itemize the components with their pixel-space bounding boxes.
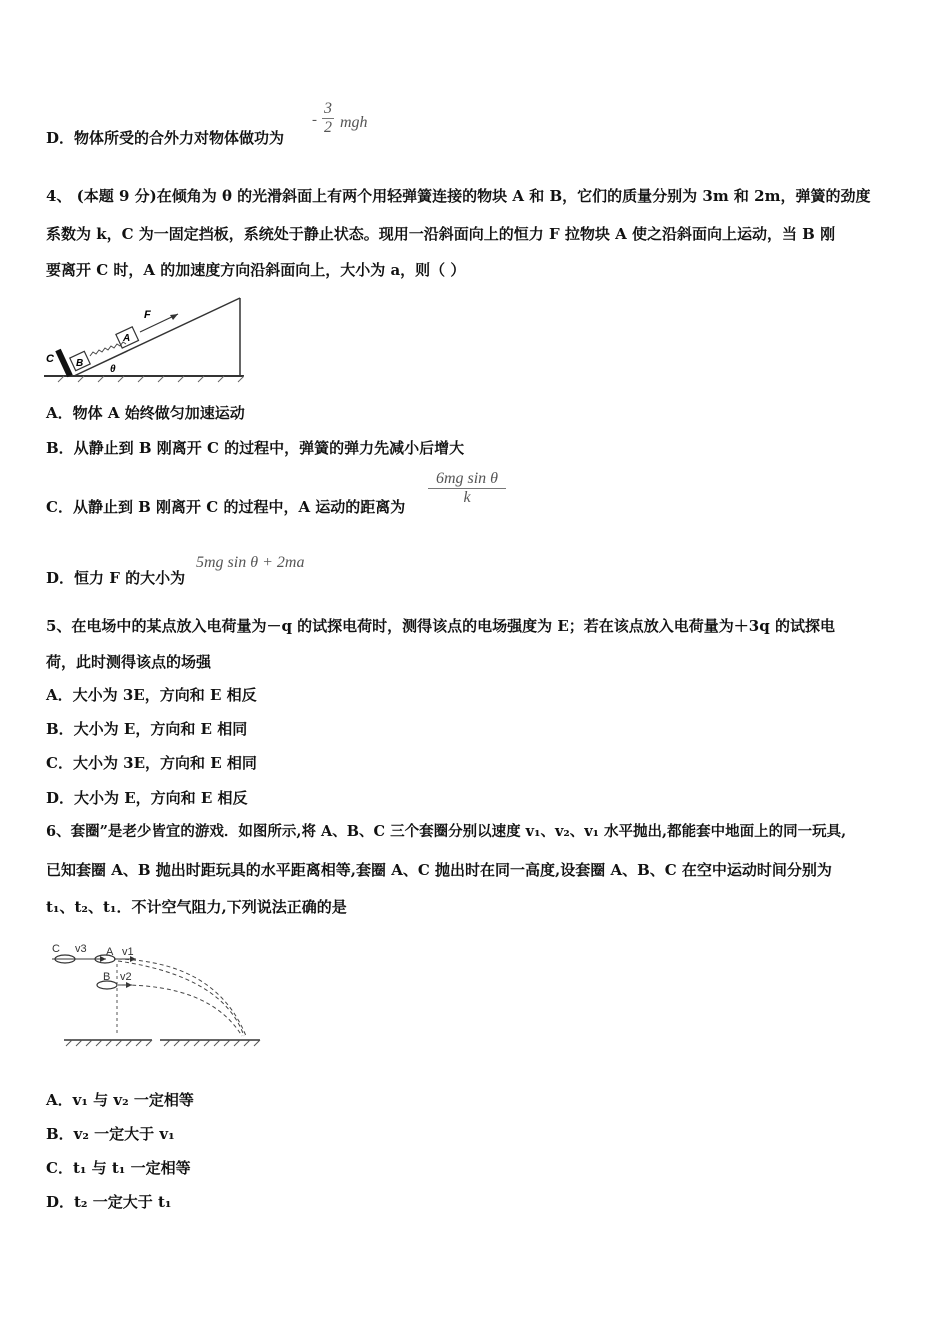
trajectory-b [118,985,242,1036]
q6-option-a: A．v₁ 与 v₂ 一定相等 [46,1091,194,1109]
ground-hatch [66,1040,260,1046]
q3-option-d [46,128,284,148]
q6-option-d: D．t₂ 一定大于 t₁ [46,1193,172,1211]
label-c: C [52,943,60,955]
q4-option-b: B．从静止到 B 刚离开 C 的过程中，弹簧的弹力先减小后增大 [46,439,465,457]
plate-c [58,350,70,376]
q4-option-c: C．从静止到 B 刚离开 C 的过程中，A 运动的距离为 [46,498,406,516]
q5-option-d: D．大小为 E，方向和 E 相反 [46,789,248,807]
label-a: A [123,333,131,344]
q4-stem-line-2: 系数为 k，C 为一固定挡板，系统处于静止状态。现用一沿斜面向上的恒力 F 拉物块 A 使之沿斜面向上运动，当 B 刚 [46,225,836,243]
label-a: A [106,946,114,958]
trajectory-c [118,961,244,1036]
label-theta: θ [110,364,116,375]
q6-option-b: B．v₂ 一定大于 v₁ [46,1125,175,1143]
label-v2: v2 [120,971,132,983]
label-c: C [46,353,54,365]
label-v3: v3 [75,943,87,955]
q4-stem-line-3: 要离开 C 时，A 的加速度方向沿斜面向上，大小为 a，则（ ） [46,261,466,279]
label-b: B [76,358,84,369]
incline-surface [74,298,240,376]
q5-stem-line-2: 荷，此时测得该点的场强 [46,653,212,671]
q6-option-c: C．t₁ 与 t₁ 一定相等 [46,1159,191,1177]
q3-option-d-formula: - 3 2 mgh [312,100,368,136]
q3-option-d-text: D．物体所受的合外力对物体做功为 [46,129,285,147]
q5-stem-line-1: 5、在电场中的某点放入电荷量为－q 的试探电荷时，测得该点的电场强度为 E；若在该点放入电荷量为＋3q 的试探电 [46,617,835,635]
q5-option-a: A．大小为 3E，方向和 E 相反 [46,686,257,704]
q4-stem-line-1: 4、 (本题 9 分)在倾角为 θ 的光滑斜面上有两个用轻弹簧连接的物块 A 和 B，它们的质量分别为 3m 和 2m，弹簧的劲度 [46,187,871,205]
q4-option-a: A．物体 A 始终做匀加速运动 [46,404,245,422]
q6-stem-line-2: 已知套圈 A、B 抛出时距玩具的水平距离相等,套圈 A、C 抛出时在同一高度,设套圈 A、B、C 在空中运动时间分别为 [46,861,832,879]
label-v1: v1 [122,946,134,958]
q5-option-b: B．大小为 E，方向和 E 相同 [46,720,248,738]
q4-option-c-formula: 6mg sin θ k [428,470,506,507]
q6-ring-toss-figure [48,936,266,1052]
q4-option-d-formula: 5mg sin θ + 2ma [196,554,305,571]
q6-stem-line-3: t₁、t₂、t₁．不计空气阻力,下列说法正确的是 [46,898,347,916]
label-b: B [103,971,111,983]
q4-option-d: D．恒力 F 的大小为 [46,569,186,587]
q4-incline-figure [44,292,244,384]
trajectory-a [118,959,246,1036]
q5-option-c: C．大小为 3E，方向和 E 相同 [46,754,257,772]
q6-stem-line-1: 6、套圈”是老少皆宜的游戏．如图所示,将 A、B、C 三个套圈分别以速度 v₁、v₂、v₁ 水平抛出,都能套中地面上的同一玩具, [46,823,847,840]
label-f: F [144,309,151,321]
